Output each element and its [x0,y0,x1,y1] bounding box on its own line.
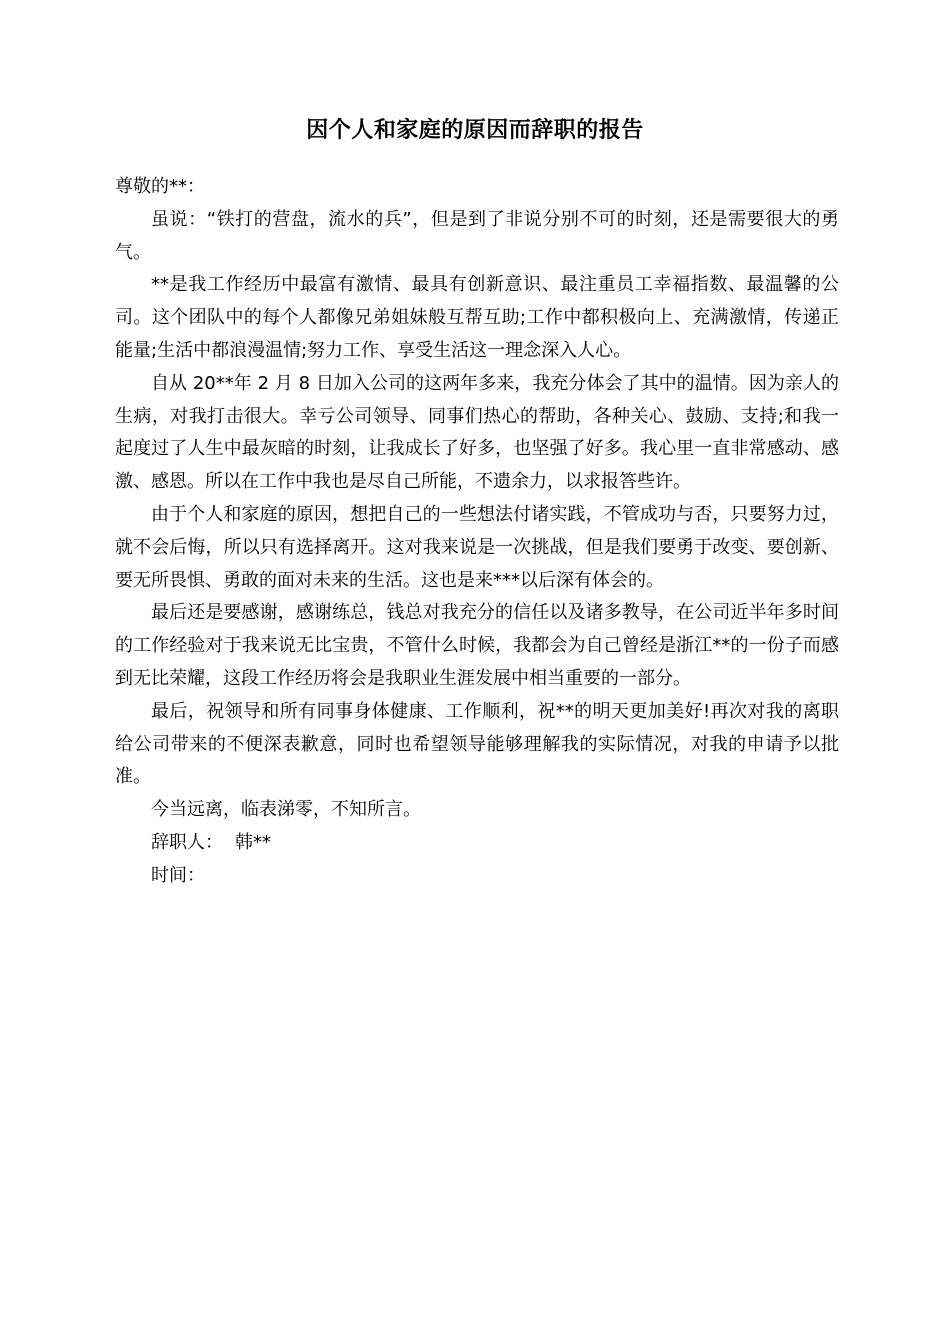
paragraph-3: 自从 20**年 2 月 8 日加入公司的这两年多来，我充分体会了其中的温情。因为亲人的生病，对我打击很大。幸亏公司领导、同事们热心的帮助，各种关心、鼓励、支持;和我一起度过了人生中最灰暗的时刻，让我成长了好多，也坚强了好多。我心里一直非常感动、感激、感恩。所以在工作中我也是尽自己所能，不遗余力，以求报答些许。 [115,372,839,493]
signature-name: 韩** [235,831,271,853]
paragraph-1: 虽说：“铁打的营盘，流水的兵”，但是到了非说分别不可的时刻，还是需要很大的勇气。 [115,208,839,263]
paragraph-2: **是我工作经历中最富有激情、最具有创新意识、最注重员工幸福指数、最温馨的公司。这个团队中的每个人都像兄弟姐妹般互帮互助;工作中都积极向上、充满激情，传递正能量;生活中都浪漫温情;努力工作、享受生活这一理念深入人心。 [115,274,839,361]
paragraph-4: 由于个人和家庭的原因，想把自己的一些想法付诸实践，不管成功与否，只要努力过，就不会后悔，所以只有选择离开。这对我来说是一次挑战，但是我们要勇于改变、要创新、要无所畏惧、勇敢的面对未来的生活。这也是来***以后深有体会的。 [115,503,839,591]
signature-line [115,827,839,860]
salutation: 尊敬的**： [115,176,205,197]
document-body [115,171,839,893]
signature-label: 辞职人： [151,831,223,853]
date-label: 时间： [151,864,205,886]
document-title: 因个人和家庭的原因而辞职的报告 [306,118,644,143]
paragraph-6: 最后，祝领导和所有同事身体健康、工作顺利，祝**的明天更加美好!再次对我的离职给公司带来的不便深表歉意，同时也希望领导能够理解我的实际情况，对我的申请予以批准。 [115,700,839,788]
closing-line: 今当远离，临表涕零，不知所言。 [151,799,421,821]
paragraph-5: 最后还是要感谢，感谢练总，钱总对我充分的信任以及诸多教导，在公司近半年多时间的工作经验对于我来说无比宝贵，不管什么时候，我都会为自己曾经是浙江**的一份子而感到无比荣耀，这段工作经历将会是我职业生涯发展中相当重要的一部分。 [115,602,839,689]
date-line [115,860,839,893]
